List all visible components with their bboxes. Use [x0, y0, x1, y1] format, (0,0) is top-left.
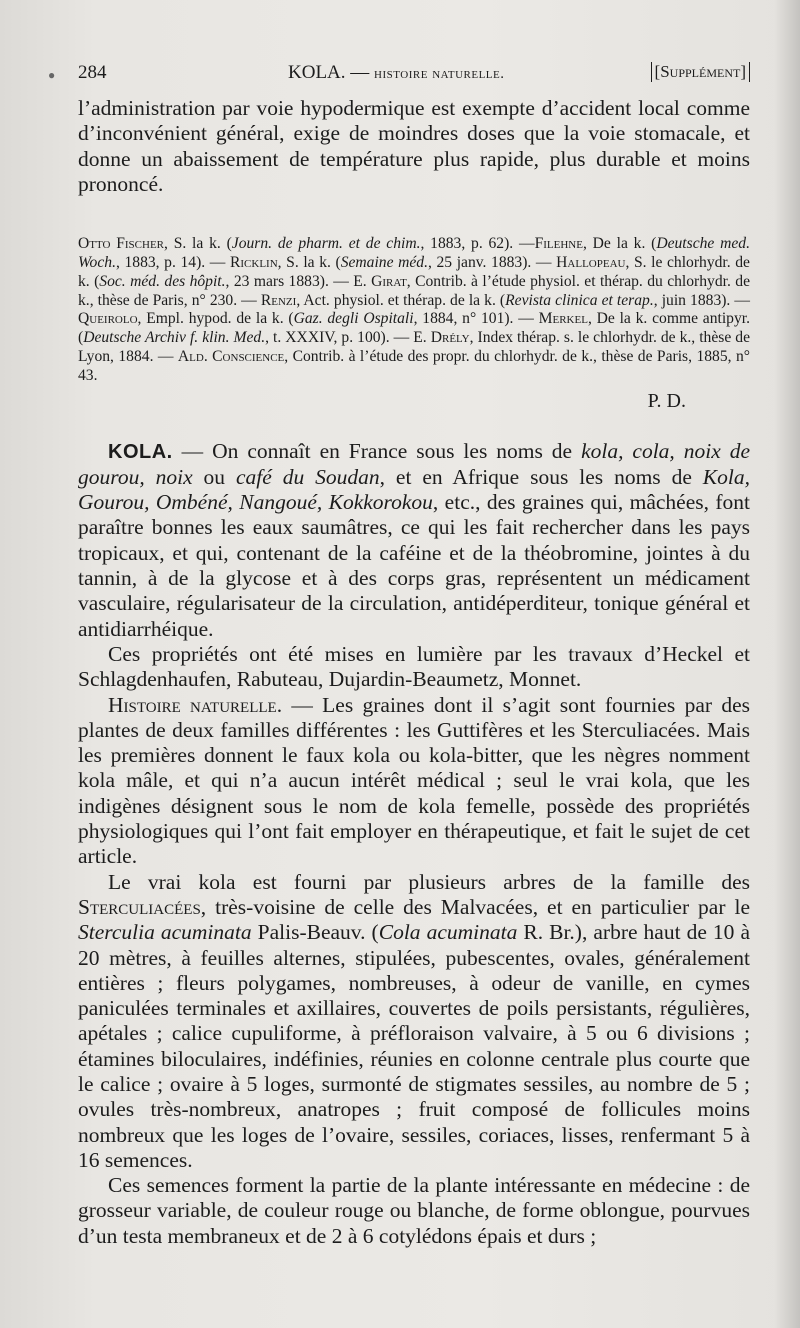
- ref-text: , 1884, n° 101). —: [413, 310, 534, 328]
- ref-journal: Journ. de pharm. et de chim.: [231, 235, 421, 253]
- ref-journal: Revista clinica et terap.: [505, 291, 654, 309]
- running-title-section: histoire naturelle.: [374, 66, 505, 82]
- entry-text: , etc., des graines qui, mâchées, font paraître bonnes les eaux saumâtres, ce qui les fait rechercher dans les pays tropicaux, et qui, contenant de la caféine et de la théobromine, jointes à du tannin, à de la glycose et à des corps gras, représentent un médicament vasculaire, régularisateur de la circulation, antidéperditeur, tonique général et antidiarrhéique.: [78, 490, 750, 641]
- ref-journal: Deutsche med. Woch.: [78, 235, 751, 271]
- species-name: Sterculia acuminata: [78, 920, 252, 945]
- ref-text: , 25 janv. 1883). —: [428, 253, 552, 271]
- ref-author: Hallopeau: [556, 253, 626, 271]
- ref-author: Ricklin: [229, 253, 278, 271]
- running-title-main: KOLA. —: [288, 62, 370, 83]
- page-edge-shadow: [774, 0, 800, 1328]
- para-text: Le vrai kola est fourni par plusieurs arbres de la famille des: [108, 869, 750, 894]
- author-signature: P. D.: [647, 389, 686, 412]
- entry-italic: kola, cola, noix de gourou, noix: [78, 438, 750, 489]
- ref-journal: Semaine méd.: [340, 253, 428, 271]
- ref-text: , Contrib. à l’étude physiol. et thérap. du chlorhydr. de k., thèse de Paris, n° 230. —: [78, 272, 750, 309]
- ref-journal: Soc. méd. des hôpit.: [99, 272, 226, 290]
- ref-text: , juin 1883). —: [653, 291, 750, 309]
- family-name: Sterculiacées: [78, 894, 201, 919]
- vrai-kola-paragraph: [78, 870, 750, 1174]
- entry-italic: Kola, Gourou, Ombéné, Nangoué, Kokkorokou: [78, 464, 750, 515]
- ref-text: , Index thérap. s. le chlorhydr. de k., thèse de Lyon, 1884. —: [78, 329, 750, 365]
- ref-journal: Deutsche Archiv f. klin. Med.: [83, 329, 266, 347]
- ref-text: , S. la k. (: [164, 235, 232, 253]
- references-block: [78, 235, 750, 385]
- semences-paragraph: Ces semences forment la partie de la plante intéressante en médecine : de grosseur variable, de couleur rouge ou blanche, de forme oblongue, pourvues d’un testa membraneux et de 2 à 6 cotylédons épais et durs ;: [78, 1173, 750, 1248]
- ref-text: , Empl. hypod. de la k. (: [137, 310, 294, 328]
- ref-text: , 23 mars 1883). — E.: [225, 272, 367, 290]
- kola-entry-paragraph: [78, 439, 750, 642]
- entry-text: — On connaît en France sous les noms de: [172, 438, 582, 463]
- para-text: Palis-Beauv. (: [251, 920, 379, 945]
- supplement-label: [Supplément]: [651, 62, 750, 82]
- species-name: Cola acuminata: [378, 920, 518, 945]
- para-text: , très-voisine de celle des Malvacées, et en particulier par le: [200, 894, 750, 919]
- ref-text: , De la k. comme antipyr. (: [78, 310, 751, 347]
- properties-paragraph: Ces propriétés ont été mises en lumière par les travaux d’Heckel et Schlagdenhaufen, Rabuteau, Dujardin-Beaumetz, Monnet.: [78, 641, 750, 692]
- ref-author: Merkel: [538, 310, 588, 328]
- running-header: [48, 62, 750, 90]
- ref-author: Renzi: [260, 291, 297, 309]
- entry-text: ou: [192, 464, 236, 489]
- entry-italic: café du Soudan: [235, 464, 380, 489]
- entry-text: , et en Afrique sous les noms de: [379, 464, 703, 489]
- section-text: — Les graines dont il s’agit sont fournies par des plantes de deux familles différentes : les Guttifères et les Sterculiacées. Mais les premières donnent le faux kola ou kola-bitter, que les nègres nomment kola mâle, et qui n’a aucun intérêt médical ; seul le vrai kola, que les indigènes désignent sous le nom de kola femelle, possède des propriétés physiologiques qui l’ont fait employer en thérapeutique, et fait le sujet de cet article.: [78, 692, 750, 869]
- histoire-paragraph: [78, 693, 750, 870]
- ref-text: , 1883, p. 14). —: [115, 253, 226, 271]
- margin-dot-icon: ●: [48, 68, 56, 82]
- ref-text: , De la k. (: [582, 235, 657, 253]
- ref-author: Otto Fischer: [78, 235, 165, 253]
- ref-author: Ald. Conscience: [177, 347, 285, 365]
- ref-text: , 1883, p. 62). —: [420, 235, 535, 253]
- page-body: [78, 96, 750, 1249]
- ref-author: Girat: [371, 272, 407, 290]
- ref-author: Filehne: [534, 235, 583, 253]
- ref-text: , Act. physiol. et thérap. de la k. (: [296, 291, 506, 309]
- ref-author: Queirolo: [78, 310, 138, 328]
- para-text: R. Br.), arbre haut de 10 à 20 mètres, à feuilles alternes, stipulées, pubescentes, ovales, généralement entières ; fleurs polygames, nombreuses, à odeur de vanille, en cymes paniculées terminales et axillaires, couvertes de poils persistants, régulières, apétales ; calice cupuliforme, à préfloraison valvaire, à 5 ou 6 divisions ; étamines biloculaires, indéfinies, réunies en colonne centrale plus courte que le calice ; ovaire à 5 loges, surmonté de stigmates sessiles, au nombre de 5 ; ovules très-nombreux, anatropes ; fruit composé de follicules moins nombreux que les loges de l’ovaire, sessiles, coriaces, lisses, renfermant 5 à 16 semences.: [78, 920, 750, 1172]
- ref-text: , S. le chlorhydr. de k. (: [78, 253, 750, 290]
- section-label: Histoire naturelle.: [108, 692, 283, 717]
- running-title: [288, 62, 505, 84]
- ref-text: , t. XXXIV, p. 100). — E.: [265, 329, 427, 347]
- entry-title: KOLA.: [108, 440, 173, 463]
- ref-text: , S. la k. (: [277, 253, 341, 271]
- ref-author: Drély: [430, 329, 470, 347]
- ref-journal: Gaz. degli Ospitali: [293, 310, 414, 328]
- ref-text: , Contrib. à l’étude des propr. du chlorhydr. de k., thèse de Paris, 1885, n° 43.: [78, 347, 750, 384]
- intro-paragraph: l’administration par voie hypodermique est exempte d’accident local comme d’inconvénient général, exige de moindres doses que la voie stomacale, et donne un abaissement de température plus rapide, plus durable et moins prononcé.: [78, 96, 750, 196]
- page-number: 284: [78, 62, 107, 83]
